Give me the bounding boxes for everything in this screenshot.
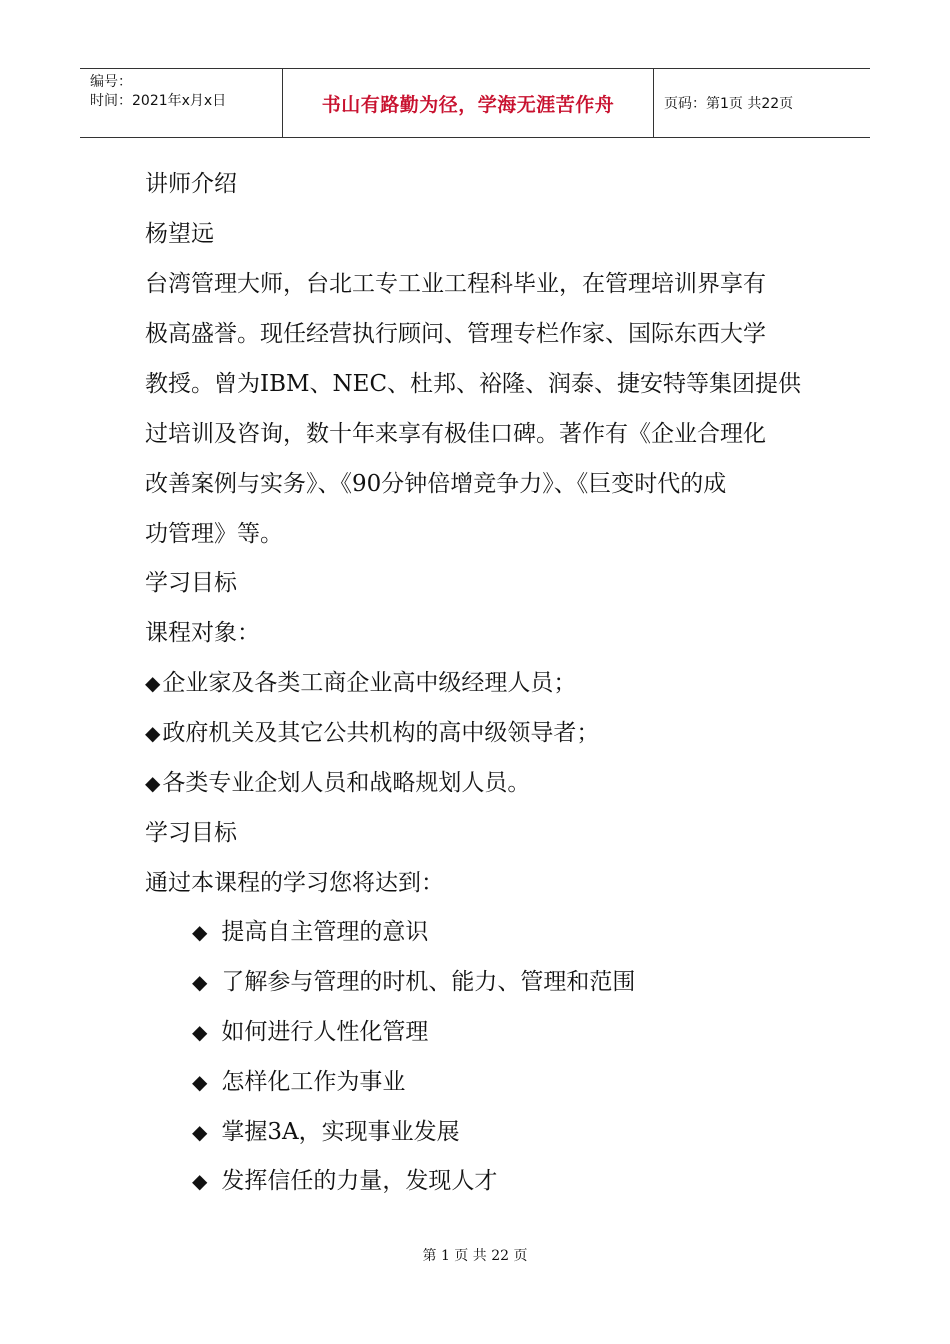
section-heading-instructor: 讲师介绍 [145, 171, 237, 197]
bio-line: 功管理》等。 [145, 521, 283, 547]
goal-item [192, 1117, 460, 1147]
goal-item-text: 了解参与管理的时机、能力、管理和范围 [221, 969, 636, 995]
header-meta [80, 69, 282, 137]
page-header [80, 68, 870, 138]
goal-item-text: 发挥信任的力量，发现人才 [221, 1168, 498, 1194]
bio-line: 台湾管理大师，台北工专工业工程科毕业，在管理培训界享有 [145, 271, 766, 297]
goals-intro: 通过本课程的学习您将达到： [145, 870, 444, 896]
document-time-label: 时间：2021年x月x日 [90, 93, 227, 109]
diamond-bullet-icon: ◆ [145, 721, 161, 745]
audience-item [145, 768, 530, 798]
goal-item [192, 1166, 497, 1196]
goal-item [192, 1067, 405, 1097]
bio-line: 教授。曾为IBM、NEC、杜邦、裕隆、润泰、捷安特等集团提供 [145, 371, 802, 397]
bio-line: 过培训及咨询，数十年来享有极佳口碑。著作有《企业合理化 [145, 421, 766, 447]
bio-line: 改善案例与实务》、《90分钟倍增竞争力》、《巨变时代的成 [145, 471, 727, 497]
bio-line: 极高盛誉。现任经营执行顾问、管理专栏作家、国际东西大学 [145, 321, 766, 347]
diamond-bullet-icon: ◆ [192, 920, 208, 944]
header-motto: 书山有路勤为径，学海无涯苦作舟 [282, 69, 654, 137]
audience-item-text: 各类专业企划人员和战略规划人员。 [162, 770, 531, 796]
goal-item-text: 掌握3A，实现事业发展 [221, 1119, 460, 1145]
header-page-info: 页码：第1页 共22页 [664, 96, 794, 112]
diamond-bullet-icon: ◆ [145, 671, 161, 695]
audience-item-text: 企业家及各类工商企业高中级经理人员； [162, 670, 577, 696]
diamond-bullet-icon: ◆ [192, 1070, 208, 1094]
page-footer: 第 1 页 共 22 页 [422, 1248, 528, 1264]
audience-item [145, 718, 599, 748]
goal-item-text: 提高自主管理的意识 [221, 919, 429, 945]
section-heading-goals: 学习目标 [145, 820, 237, 846]
diamond-bullet-icon: ◆ [145, 771, 161, 795]
goal-item [192, 1017, 428, 1047]
diamond-bullet-icon: ◆ [192, 1120, 208, 1144]
goal-item-text: 怎样化工作为事业 [221, 1069, 406, 1095]
audience-item-text: 政府机关及其它公共机构的高中级领导者； [162, 720, 600, 746]
audience-item [145, 668, 576, 698]
diamond-bullet-icon: ◆ [192, 970, 208, 994]
goal-item [192, 917, 428, 947]
document-number-label: 编号： [90, 74, 132, 90]
diamond-bullet-icon: ◆ [192, 1020, 208, 1044]
goal-item-text: 如何进行人性化管理 [221, 1019, 429, 1045]
instructor-name: 杨望远 [145, 221, 214, 247]
section-heading-goals: 学习目标 [145, 570, 237, 596]
goal-item [192, 967, 635, 997]
audience-heading: 课程对象： [145, 620, 260, 646]
diamond-bullet-icon: ◆ [192, 1169, 208, 1193]
